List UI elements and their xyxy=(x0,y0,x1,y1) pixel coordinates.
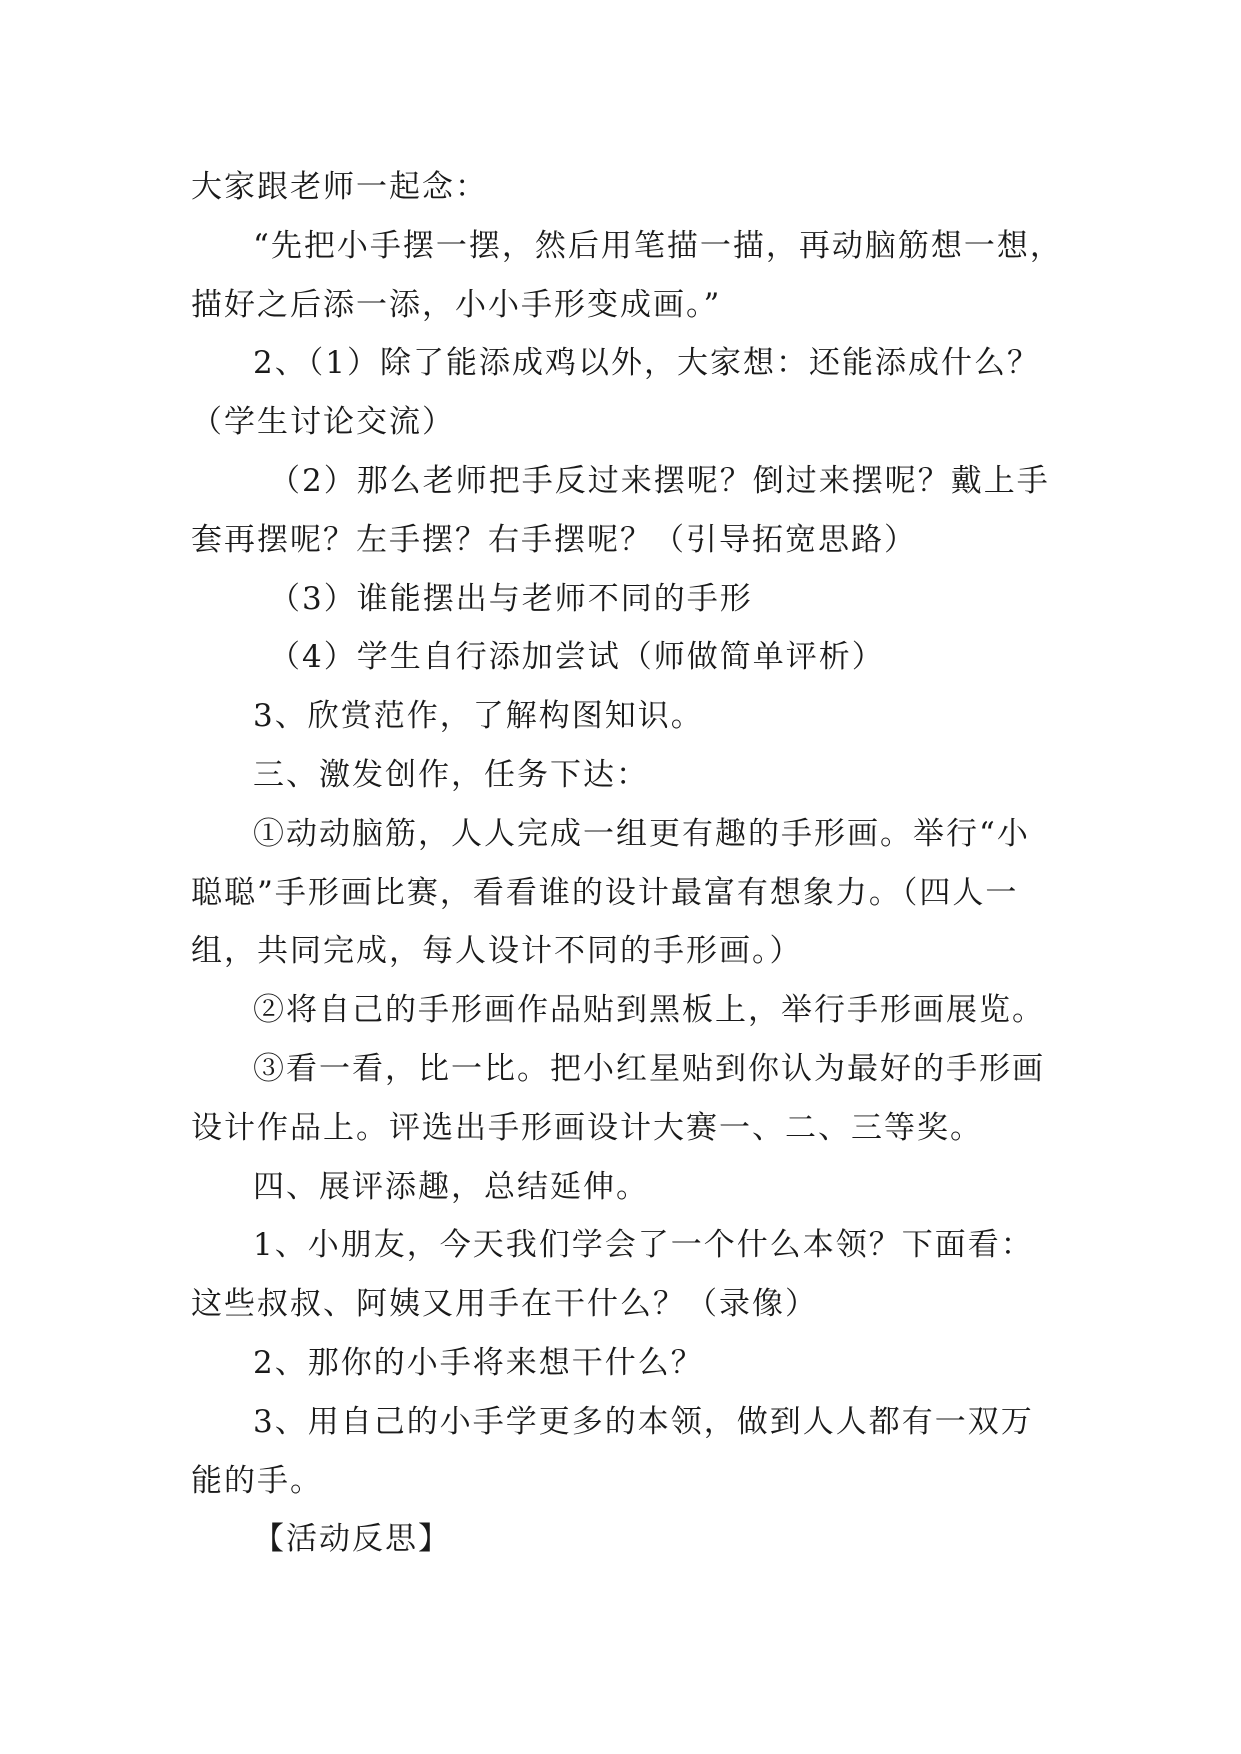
text-line: 大家跟老师一起念： xyxy=(191,169,488,205)
text-line: 四、展评添趣，总结延伸。 xyxy=(253,1168,649,1205)
text-line: 3、用自己的小手学更多的本领，做到人人都有一双万 xyxy=(253,1403,1034,1440)
text-line: “先把小手摆一摆，然后用笔描一描，再动脑筋想一想， xyxy=(253,227,1063,264)
text-line: （学生讨论交流） xyxy=(191,404,455,441)
section-heading: 【活动反思】 xyxy=(253,1521,451,1558)
text-line: ②将自己的手形画作品贴到黑板上，举行手形画展览。 xyxy=(253,992,1045,1029)
text-line: 描好之后添一添，小小手形变成画。” xyxy=(191,286,722,323)
text-line: （4）学生自行添加尝试（师做简单评析） xyxy=(269,639,885,676)
document-body xyxy=(191,158,1071,1569)
text-line: 组，共同完成，每人设计不同的手形画。） xyxy=(191,933,803,970)
text-line: ①动动脑筋，人人完成一组更有趣的手形画。举行“小 xyxy=(253,815,1030,852)
text-line: 2、那你的小手将来想干什么？ xyxy=(253,1344,704,1381)
text-line: 设计作品上。评选出手形画设计大赛一、二、三等奖。 xyxy=(191,1109,983,1146)
text-line: 2、（1）除了能添成鸡以外，大家想：还能添成什么？ xyxy=(253,345,1040,382)
text-line: 套再摆呢？左手摆？右手摆呢？（引导拓宽思路） xyxy=(191,521,917,558)
text-line: 1、小朋友，今天我们学会了一个什么本领？下面看： xyxy=(253,1227,1034,1264)
text-line: 聪聪”手形画比赛，看看谁的设计最富有想象力。（四人一 xyxy=(191,874,1019,911)
text-line: （3）谁能摆出与老师不同的手形 xyxy=(269,580,753,617)
text-line: （2）那么老师把手反过来摆呢？倒过来摆呢？戴上手 xyxy=(269,462,1050,499)
text-line: 这些叔叔、阿姨又用手在干什么？（录像） xyxy=(191,1286,818,1323)
text-line: 3、欣赏范作，了解构图知识。 xyxy=(253,698,704,735)
text-line: ③看一看，比一比。把小红星贴到你认为最好的手形画 xyxy=(253,1050,1045,1087)
text-line: 三、激发创作，任务下达： xyxy=(253,756,649,793)
text-line: 能的手。 xyxy=(191,1462,323,1499)
